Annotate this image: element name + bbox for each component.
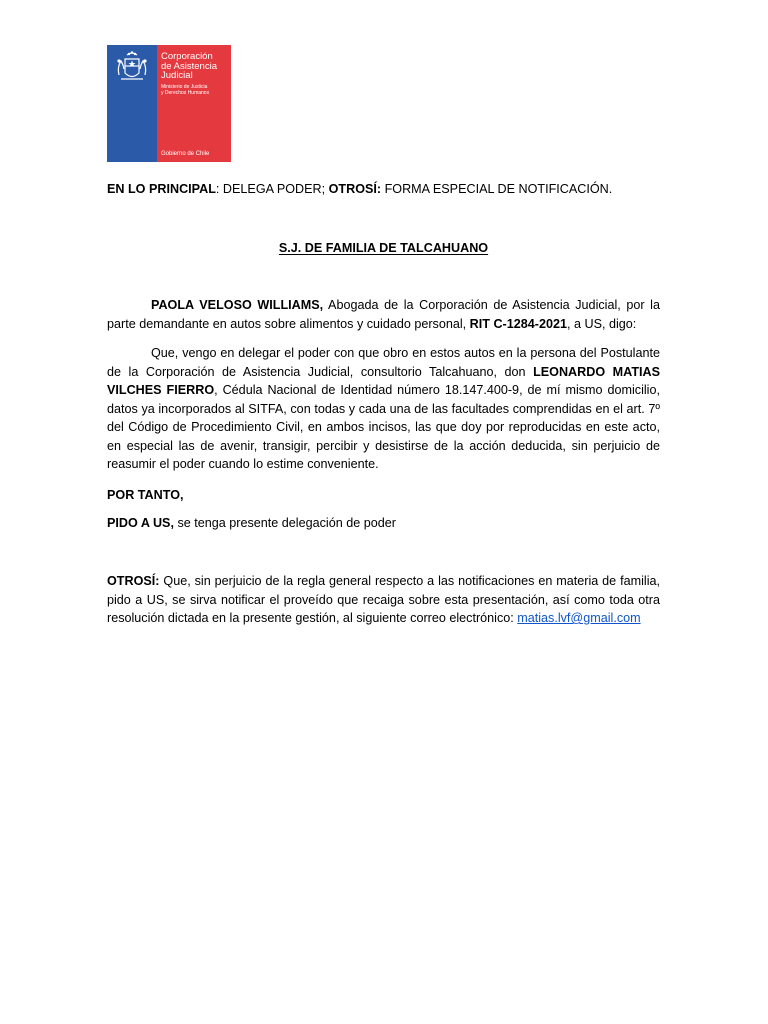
otrosi-paragraph (107, 572, 660, 628)
otrosi-label: OTROSÍ: (107, 574, 160, 588)
logo-blue-panel (107, 45, 157, 162)
pido-text: se tenga presente delegación de poder (173, 516, 396, 530)
otrosi-text: Que, sin perjuicio de la regla general respecto a las notificaciones en materia de familia, pido a US, se sirva notificar el proveído que recaiga sobre esta presentación, así como toda otra resolución dictada en la presente gestión, al siguiente correo electrónico: (107, 574, 660, 625)
otrosi-heading-text: FORMA ESPECIAL DE NOTIFICACIÓN. (381, 182, 613, 196)
pido-label: PIDO A US, (107, 516, 174, 530)
principal-label: EN LO PRINCIPAL (107, 182, 216, 196)
intro-paragraph (107, 296, 660, 333)
intro-text-a: Abogada de la Corporación de Asistencia Judicial, por la parte demandante en autos sobre alimentos y cuidado personal, (107, 298, 660, 331)
delegation-text-b: , Cédula Nacional de Identidad número 18.147.400-9, de mí mismo domicilio, datos ya incorporados al SITFA, con todas y cada una de las facultades comprendidas en el art. 7º del Código de Procedimiento Civil, en ambos incisos, las que doy por reproducidas en este acto, en especial las de avenir, transigir, percibir y desistirse de la acción deducida, sin perjuicio de reasumir el poder cuando lo estime conveniente. (107, 383, 660, 471)
email-link[interactable]: matias.lvf@gmail.com (517, 611, 641, 625)
logo-red-panel (157, 45, 231, 162)
por-tanto-paragraph (107, 486, 660, 505)
case-rit: RIT C-1284-2021 (469, 316, 567, 331)
logo-government-label: Gobierno de Chile (161, 151, 210, 157)
petition-paragraph (107, 514, 660, 533)
logo-ministry-name: Ministerio de Justicia y Derechos Humanos (161, 84, 210, 96)
delegation-paragraph (107, 344, 660, 474)
delegate-name: LEONARDO MATIAS VILCHES FIERRO (107, 364, 660, 397)
chile-coat-of-arms-icon (111, 49, 153, 89)
attorney-name: PAOLA VELOSO WILLIAMS, (151, 298, 324, 312)
logo-organization-name: Corporación de Asistencia Judicial (161, 51, 217, 81)
document-heading (107, 180, 660, 199)
por-tanto-label: POR TANTO, (107, 488, 184, 502)
court-title: S.J. DE FAMILIA DE TALCAHUANO (278, 241, 489, 255)
institution-logo (107, 45, 231, 162)
otrosi-heading-label: OTROSÍ: (328, 182, 382, 196)
intro-text-b: , a US, digo: (566, 316, 637, 331)
principal-text: : DELEGA PODER; (215, 182, 329, 196)
delegation-text-a: Que, vengo en delegar el poder con que obro en estos autos en la persona del Postulante de la Corporación de Asistencia Judicial, consultorio Talcahuano, don (107, 346, 660, 379)
